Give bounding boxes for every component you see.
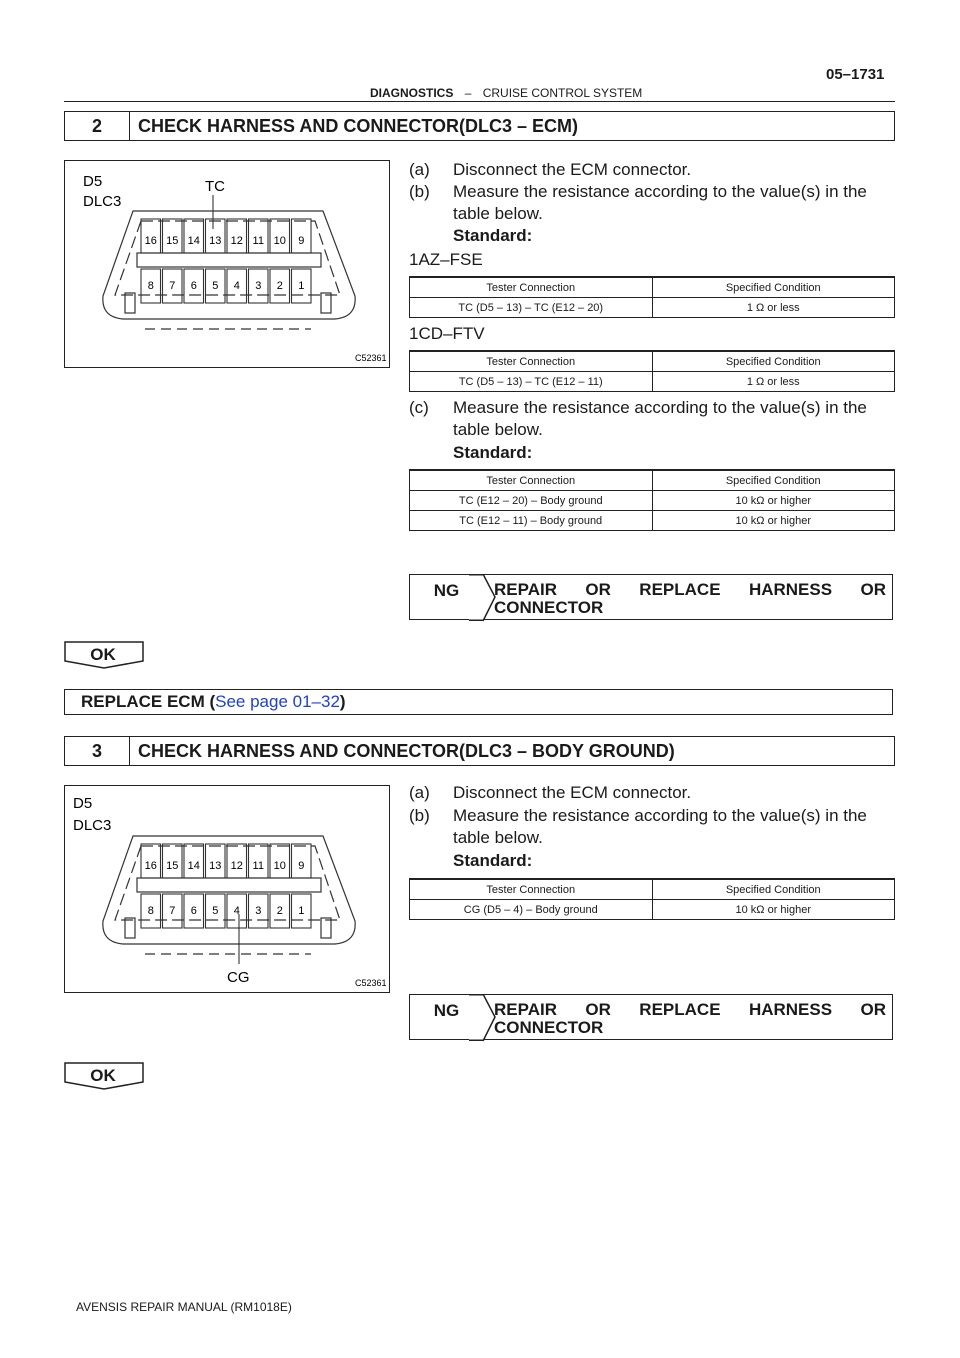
pin-label: CG bbox=[227, 969, 250, 986]
pin-number: 5 bbox=[212, 905, 219, 917]
pin-number: 8 bbox=[147, 280, 154, 292]
connector-code: D5 bbox=[83, 173, 103, 190]
pin-number: 1 bbox=[298, 280, 305, 292]
standard-label: Standard: bbox=[453, 443, 533, 462]
dlc3-connector-drawing bbox=[65, 161, 389, 367]
pin-number: 11 bbox=[252, 860, 264, 872]
engine-label-1cd: 1CD–FTV bbox=[409, 324, 485, 343]
pin-label: TC bbox=[205, 178, 225, 195]
spec-table-1cd: Tester Connection Specified Condition TC (D5 – 13) – TC (E12 – 11) 1 Ω or less bbox=[409, 350, 895, 392]
figure-id: C52361 bbox=[355, 978, 387, 988]
step-3-item-b-line2: table below. bbox=[453, 828, 543, 847]
step-number: 3 bbox=[65, 737, 130, 765]
pin-number: 12 bbox=[230, 860, 243, 872]
pin-number: 10 bbox=[273, 860, 286, 872]
pin-number: 16 bbox=[144, 235, 157, 247]
step-2-item-b-line2: table below. bbox=[453, 204, 543, 223]
pin-grid bbox=[141, 219, 311, 303]
pin-number: 13 bbox=[209, 235, 222, 247]
ng-arrow-icon bbox=[469, 994, 497, 1042]
step-2-item-c: (c) Measure the resistance according to the value(s) in the bbox=[409, 398, 867, 417]
ng-result-box bbox=[409, 994, 895, 1042]
ng-result-box bbox=[409, 574, 895, 622]
connector-name: DLC3 bbox=[73, 817, 112, 834]
connector-code: D5 bbox=[73, 795, 93, 812]
pin-number: 9 bbox=[298, 860, 305, 872]
pin-number: 8 bbox=[147, 905, 154, 917]
repair-instruction: REPAIR OR REPLACE HARNESS OR CONNECTOR bbox=[483, 994, 893, 1040]
spec-table-body-ground: Tester Connection Specified Condition TC (E12 – 20) – Body ground 10 kΩ or higher TC (E12 – 11) – Body ground 10 kΩ or higher bbox=[409, 469, 895, 531]
pin-number: 6 bbox=[190, 280, 197, 292]
ok-label: OK bbox=[90, 645, 116, 664]
step-2-item-b: (b) Measure the resistance according to the value(s) in the bbox=[409, 182, 867, 201]
header-section: DIAGNOSTICS bbox=[370, 86, 454, 100]
pin-number: 2 bbox=[276, 905, 283, 917]
dlc3-connector-figure bbox=[64, 785, 390, 993]
standard-label: Standard: bbox=[453, 226, 533, 245]
ok-result-tab bbox=[64, 641, 142, 667]
pin-number: 10 bbox=[273, 235, 286, 247]
step-3-header bbox=[64, 736, 895, 766]
step-3-item-b: (b) Measure the resistance according to the value(s) in the bbox=[409, 806, 867, 825]
pin-number: 3 bbox=[255, 280, 262, 292]
pin-number: 7 bbox=[169, 280, 176, 292]
replace-ecm-box: REPLACE ECM ( See page 01–32 ) bbox=[64, 689, 893, 715]
pin-number: 2 bbox=[276, 280, 283, 292]
step-3-item-a: (a) Disconnect the ECM connector. bbox=[409, 783, 692, 802]
pin-number: 11 bbox=[252, 235, 264, 247]
pin-number: 6 bbox=[190, 905, 197, 917]
pin-number: 1 bbox=[298, 905, 305, 917]
running-header bbox=[370, 86, 642, 100]
ng-label: NG bbox=[409, 994, 483, 1040]
ok-result-tab bbox=[64, 1062, 142, 1088]
pin-number: 5 bbox=[212, 280, 219, 292]
pin-number: 14 bbox=[187, 235, 200, 247]
pin-number: 13 bbox=[209, 860, 222, 872]
page-number: 05–1731 bbox=[826, 66, 885, 83]
step-title: CHECK HARNESS AND CONNECTOR(DLC3 – BODY GROUND) bbox=[138, 740, 675, 761]
engine-label-1az: 1AZ–FSE bbox=[409, 250, 483, 269]
pin-number: 15 bbox=[166, 860, 179, 872]
pin-number: 15 bbox=[166, 235, 179, 247]
pin-grid bbox=[141, 844, 311, 928]
see-page-link[interactable]: See page 01–32 bbox=[215, 692, 340, 711]
header-subsection: CRUISE CONTROL SYSTEM bbox=[482, 86, 643, 100]
pin-number: 7 bbox=[169, 905, 176, 917]
pin-number: 3 bbox=[255, 905, 262, 917]
step-2-header bbox=[64, 111, 895, 141]
standard-label: Standard: bbox=[453, 851, 533, 870]
manual-footer: AVENSIS REPAIR MANUAL (RM1018E) bbox=[76, 1300, 292, 1314]
figure-id: C52361 bbox=[355, 353, 387, 363]
pin-number: 16 bbox=[144, 860, 157, 872]
header-rule bbox=[64, 101, 895, 102]
spec-table-1az: Tester Connection Specified Condition TC (D5 – 13) – TC (E12 – 20) 1 Ω or less bbox=[409, 276, 895, 318]
ok-label: OK bbox=[90, 1066, 116, 1085]
pin-number: 12 bbox=[230, 235, 243, 247]
step-number: 2 bbox=[65, 112, 130, 140]
pin-number: 9 bbox=[298, 235, 305, 247]
ng-arrow-icon bbox=[469, 574, 497, 622]
step-2-item-a: (a) Disconnect the ECM connector. bbox=[409, 160, 692, 179]
connector-name: DLC3 bbox=[83, 193, 122, 210]
step-2-item-c-line2: table below. bbox=[453, 420, 543, 439]
dlc3-connector-figure bbox=[64, 160, 390, 368]
ng-label: NG bbox=[409, 574, 483, 620]
pin-number: 14 bbox=[187, 860, 200, 872]
pin-number: 4 bbox=[233, 280, 240, 292]
spec-table-cg: Tester Connection Specified Condition CG (D5 – 4) – Body ground 10 kΩ or higher bbox=[409, 878, 895, 920]
step-title: CHECK HARNESS AND CONNECTOR(DLC3 – ECM) bbox=[138, 115, 579, 136]
dlc3-connector-drawing bbox=[65, 786, 389, 992]
pin-number: 4 bbox=[233, 905, 240, 917]
header-separator: – bbox=[464, 86, 472, 100]
repair-instruction: REPAIR OR REPLACE HARNESS OR CONNECTOR bbox=[483, 574, 893, 620]
